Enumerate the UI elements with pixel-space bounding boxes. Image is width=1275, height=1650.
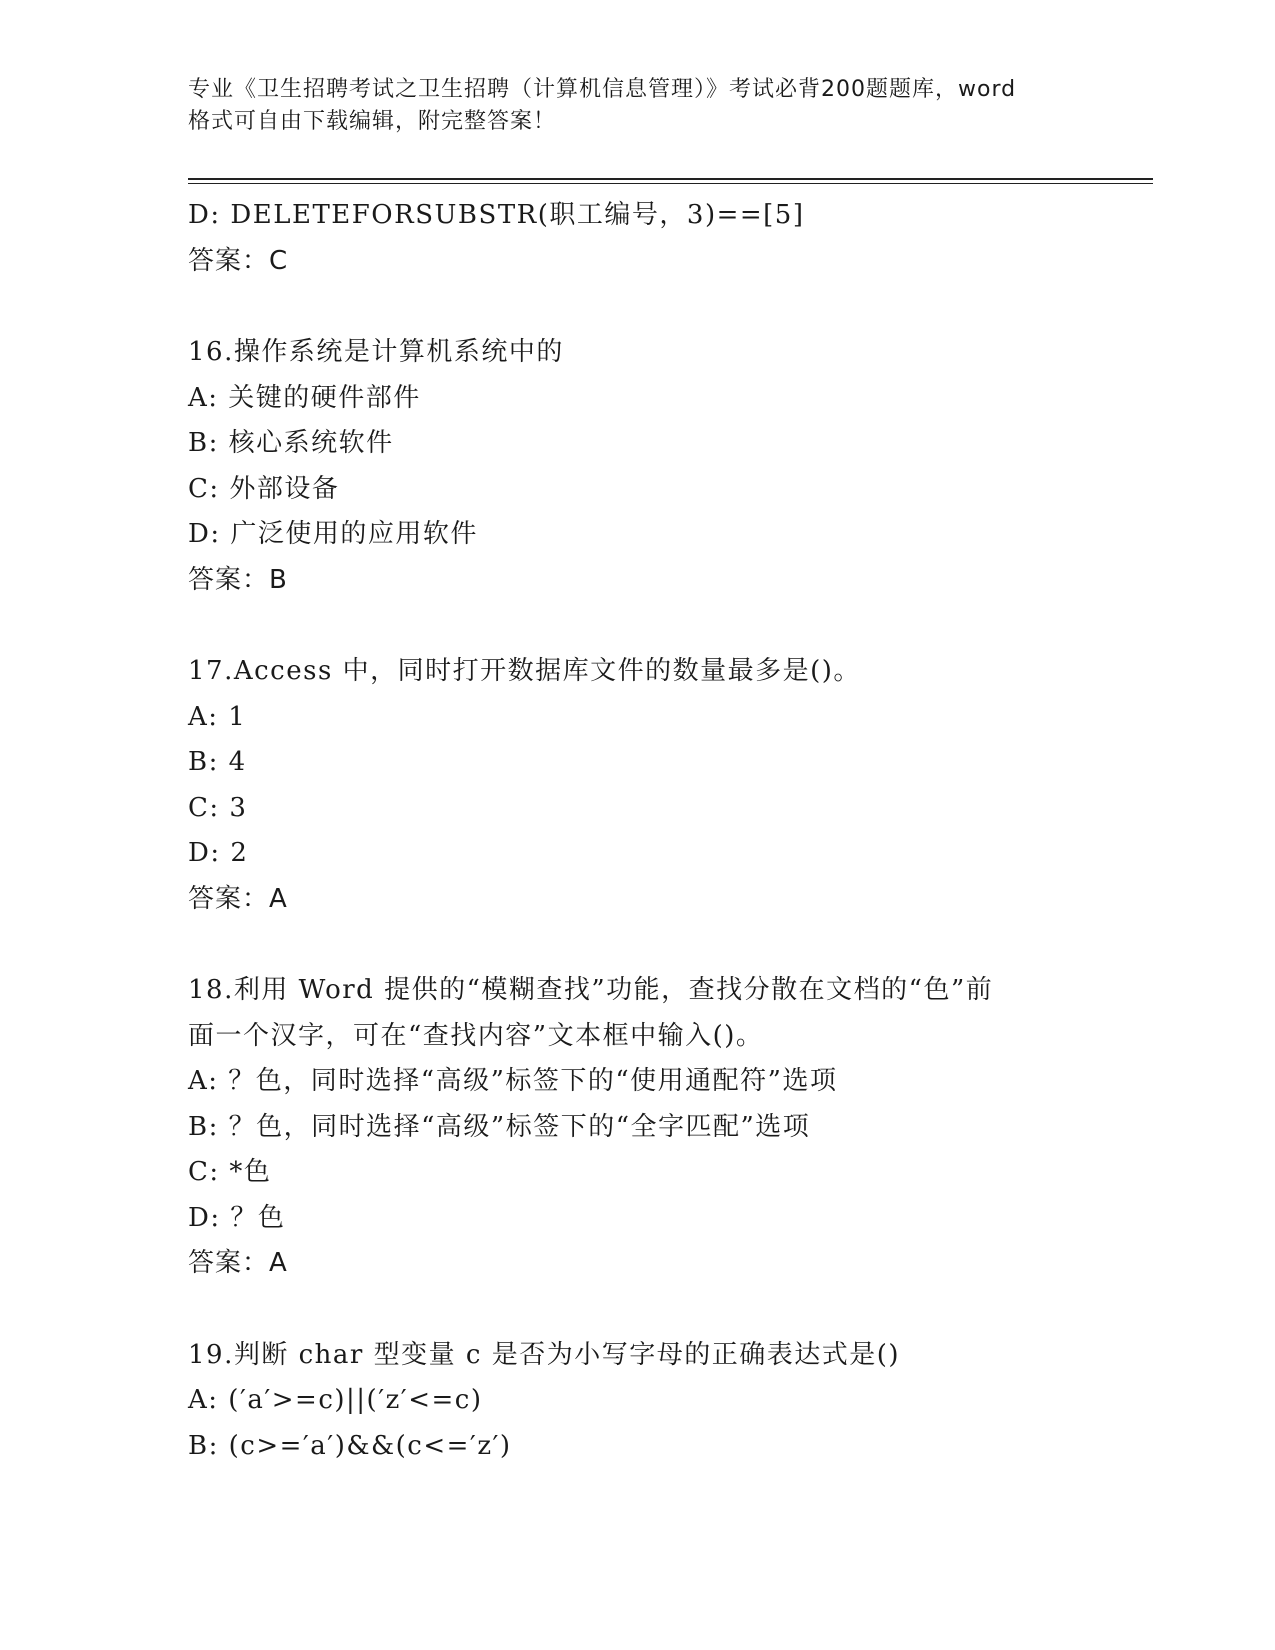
question-text: 19.判断 char 型变量 c 是否为小写字母的正确表达式是() [188,1339,900,1370]
question-block-18 [188,968,1138,1287]
spacer [188,1287,1138,1333]
option-a: A: 关键的硬件部件 [188,382,421,413]
question-list [188,193,1138,1469]
question-block-15 [188,193,1138,284]
answer-line: 答案：A [188,883,288,914]
option-a: A: 1 [188,701,247,732]
option-c: C: 外部设备 [188,473,340,504]
option-c: C: *色 [188,1157,272,1187]
option-d: D: ？色 [188,1202,286,1233]
option-b: B: 核心系统软件 [188,428,394,458]
spacer [188,284,1138,330]
document-header [188,74,1088,138]
header-divider [188,178,1153,180]
header-title-line-1: 专业《卫生招聘考试之卫生招聘（计算机信息管理）》考试必背200题题库，word [188,77,1017,102]
option-b: B: 4 [188,747,247,777]
question-block-19 [188,1333,1138,1470]
answer-line: 答案：B [188,564,288,595]
question-text: 17.Access 中，同时打开数据库文件的数量最多是()。 [188,656,861,686]
spacer [188,922,1138,968]
question-text-line-1: 18.利用 Word 提供的“模糊查找”功能，查找分散在文档的“色”前 [188,975,994,1005]
header-title-line-2: 格式可自由下载编辑，附完整答案！ [188,109,557,134]
option-a: A: ？色，同时选择“高级”标签下的“使用通配符”选项 [188,1066,838,1096]
question-text-line-2: 面一个汉字，可在“查找内容”文本框中输入()。 [188,1020,764,1051]
spacer [188,603,1138,649]
option-b: B: ？色，同时选择“高级”标签下的“全字匹配”选项 [188,1111,811,1142]
answer-line: 答案：A [188,1248,288,1278]
question-text: 16.操作系统是计算机系统中的 [188,337,564,367]
option-b: B: (c>=′a′)&&(c<=′z′) [188,1430,512,1461]
header-divider-thin [188,183,1153,184]
option-d: D: 2 [188,838,249,868]
option-d: D: 广泛使用的应用软件 [188,519,478,549]
question-block-16 [188,330,1138,603]
option-d: D: DELETEFORSUBSTR(职工编号，3)==[5] [188,200,805,230]
question-block-17 [188,649,1138,922]
option-c: C: 3 [188,792,248,823]
answer-line: 答案：C [188,245,289,276]
option-a: A: (′a′>=c)||(′z′<=c) [188,1385,483,1415]
